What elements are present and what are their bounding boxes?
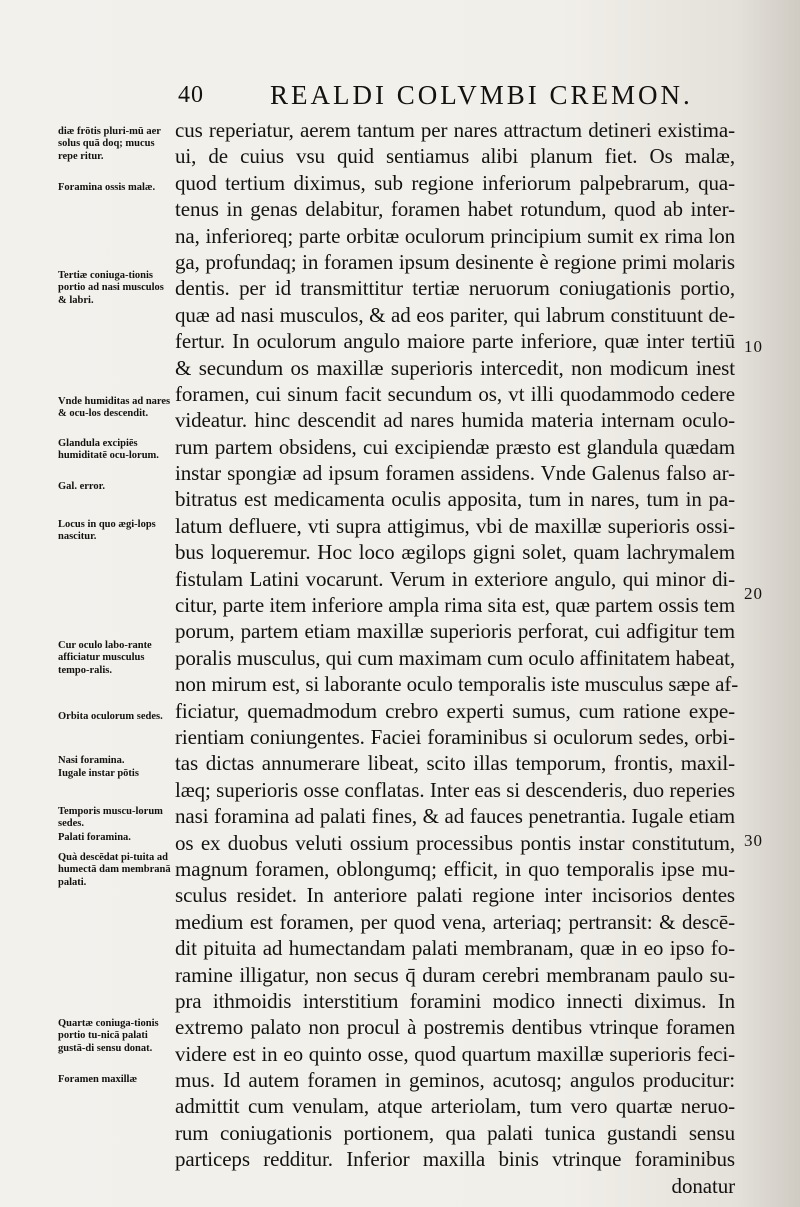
text-line: & secundum os maxillæ superioris intercedit, non modicum inest	[175, 355, 735, 380]
text-line: ga, profundaq; in foramen ipsum desinente è regione primi molaris	[175, 249, 735, 274]
margin-note: Tertiæ coniuga-tionis portio ad nasi musculos & labri.	[58, 270, 164, 306]
text-line: ui, de cuius vsu quid sentiamus alibi planum fiet. Os malæ,	[175, 144, 735, 169]
text-line: rum coniugationis portionem, qua palati tunica gustandi sensu	[175, 1120, 735, 1145]
text-line: extremo palato non procul à postremis dentibus vtrinque foramen	[175, 1015, 735, 1040]
text-line: bus loqueremur. Hoc loco ægilops gigni solet, quam lachrymalem	[175, 540, 735, 565]
margin-note: Vnde humiditas ad nares & ocu-los descendit.	[58, 396, 171, 420]
text-line: porum, partem etiam maxillæ superioris perforat, cui adfigitur tem	[175, 619, 735, 644]
text-line: magnum foramen, oblongumq; efficit, in quo temporalis ipse mu-	[175, 856, 735, 881]
margin-note: Quartæ coniuga-tionis portio tu-nicā palati gustā-di sensu donat.	[58, 1018, 159, 1054]
text-line: læq; superioris osse conflatas. Inter eas si descenderis, duo reperies	[175, 777, 735, 802]
text-line: dit pituita ad humectandam palati membranam, quæ in eo ipso fo-	[175, 936, 735, 961]
text-line: foramen, cui sinum facit secundum os, vt illi quodammodo cedere	[175, 381, 735, 406]
text-line: citur, parte item inferiore ampla rima sita est, quæ partem ossis tem	[175, 593, 735, 618]
margin-note: Palati foramina.	[58, 832, 131, 843]
text-line: mus. Id autem foramen in geminos, acutosq; angulos producitur:	[175, 1068, 735, 1093]
margin-note: Orbita oculorum sedes.	[58, 711, 163, 722]
margin-note: Temporis muscu-lorum sedes.	[58, 806, 163, 830]
text-line: cus reperiatur, aerem tantum per nares attractum detineri existima-	[175, 118, 735, 142]
text-line: nasi foramina ad palati fines, & ad fauces penetrantia. Iugale etiam	[175, 804, 735, 829]
text-line: videre est in eo quinto osse, quod quartum maxillæ superioris feci-	[175, 1041, 735, 1066]
text-line: pra ithmoidis interstitium foramini modico innecti diximus. In	[175, 988, 735, 1013]
margin-note: Foramen maxillæ	[58, 1074, 138, 1085]
text-line: tenus in genas delabitur, foramen habet rotundum, quod ab inter-	[175, 197, 735, 222]
text-line: quod tertium diximus, sub regione inferiorum palpebrarum, qua-	[175, 170, 735, 195]
line-number: 30	[744, 831, 763, 850]
text-line: sculus residet. In anteriore palati regione inter incisorios dentes	[175, 883, 735, 908]
text-line: quæ ad nasi musculos, & ad eos pariter, qui labrum constituunt de-	[175, 302, 735, 327]
margin-note: Quà descēdat pi-tuita ad humectā dam membranā palati.	[58, 852, 171, 888]
line-number: 20	[744, 584, 763, 603]
text-line: non mirum est, si laborante oculo temporalis iste musculus sæpe af-	[175, 672, 739, 697]
text-line: videatur. hinc descendit ad nares humida materia internam oculo-	[175, 408, 735, 433]
text-line: os ex duobus veluti ossium processibus pontis instar constitutum,	[175, 830, 735, 855]
text-line: latum defluere, vti supra attigimus, vbi de maxillæ superioris ossi-	[175, 513, 735, 538]
text-line: medium est foramen, per quod vena, arteriaq; pertransit: & descē-	[175, 909, 735, 934]
text-line: ramine illigatur, non secus q̄ duram cerebri membranam paulo su-	[175, 962, 735, 987]
margin-note: Locus in quo ægi-lops nascitur.	[58, 519, 156, 543]
margin-note: Nasi foramina.	[58, 755, 125, 766]
margin-note: Gal. error.	[58, 481, 105, 492]
catchword: donatur	[671, 1173, 735, 1198]
text-line: tas dictas annumerare libeat, scito illas temporum, frontis, maxil-	[175, 751, 735, 776]
running-title: REALDI COLVMBI CREMON.	[270, 80, 693, 110]
main-text	[175, 117, 739, 1199]
text-line: bitratus est medicamenta oculis apposita, tum in nares, tum in pa-	[175, 487, 735, 512]
page-number: 40	[178, 82, 204, 108]
text-line: particeps redditur. Inferior maxilla binis vtrinque foraminibus	[175, 1147, 735, 1172]
text-line: instar spongiæ ad ipsum foramen assidens. Vnde Galenus falso ar-	[175, 461, 735, 486]
margin-note: Iugale instar pōtis	[58, 768, 139, 779]
text-line: admittit cum venulam, atque arteriolam, tum vero quartæ neruo-	[175, 1094, 735, 1119]
text-line: ficiatur, quemadmodum crebro experti sumus, cum ratione expe-	[175, 698, 735, 723]
margin-note: Cur oculo labo-rante afficiatur musculus tempo-ralis.	[58, 640, 152, 676]
text-line: fistulam Latini vocarunt. Verum in exteriore angulo, qui minor di-	[175, 566, 735, 591]
text-line: dentis. per id transmittitur tertiæ neruorum coniugationis portio,	[175, 276, 735, 301]
margin-note: Foramina ossis malæ.	[58, 182, 156, 193]
margin-note: diæ frōtis pluri-mū aer solus quā doq; mucus repe ritur.	[58, 126, 161, 162]
line-number: 10	[744, 337, 763, 356]
text-line: na, inferioreq; parte orbitæ oculorum principium sumit ex rima lon	[175, 223, 735, 248]
text-line: fertur. In oculorum angulo maiore parte inferiore, quæ inter tertiū	[175, 329, 735, 354]
text-line: rum partem obsidens, cui excipiendæ præsto est glandula quædam	[175, 434, 735, 459]
text-line: poralis musculus, qui cum maximam cum oculo affinitatem habeat,	[175, 645, 735, 670]
margin-note: Glandula excipiēs humiditatē ocu-lorum.	[58, 438, 159, 462]
text-line: rientiam coniungentes. Faciei foraminibus si oculorum sedes, orbi-	[175, 724, 735, 749]
page-header	[178, 80, 693, 116]
